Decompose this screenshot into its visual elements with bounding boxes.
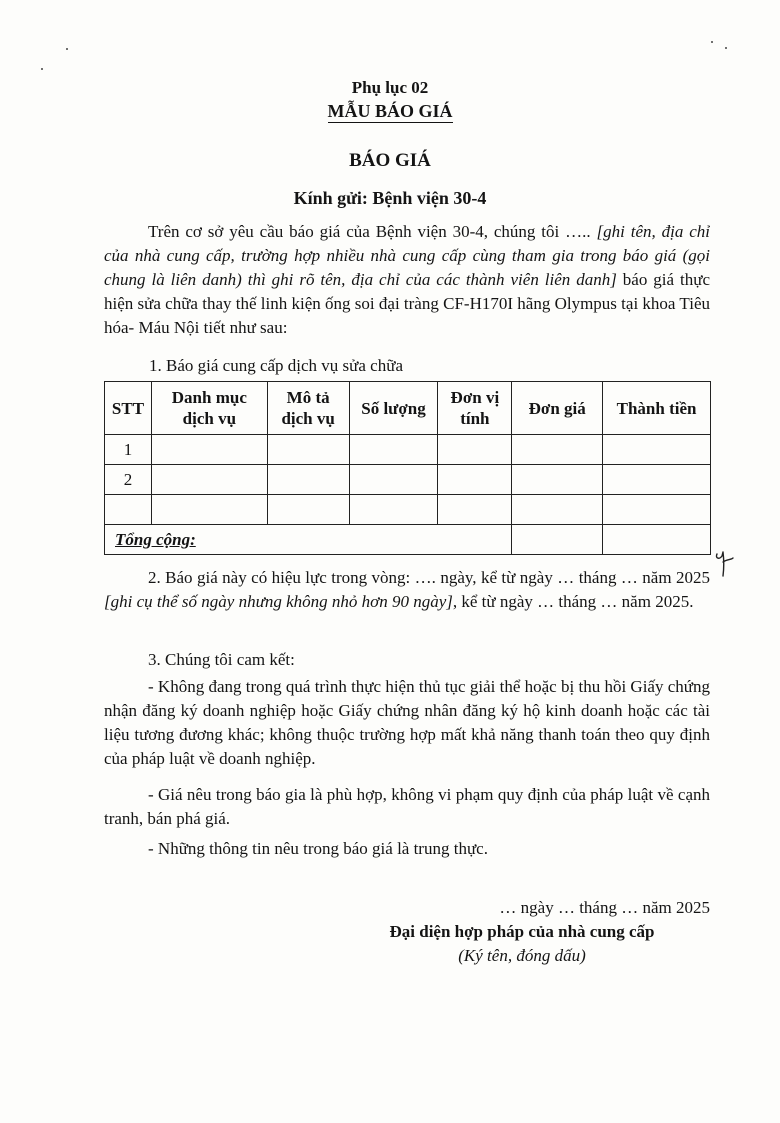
commitment-item: - Những thông tin nêu trong báo giá là trung thực. [148,839,488,858]
table-total-row [105,525,711,555]
header-service-item-line2: dịch vụ [182,409,237,428]
appendix-label: Phụ lục 02 [351,78,429,97]
table-cell [349,465,438,495]
representative-title: Đại diện hợp pháp của nhà cung cấp [389,922,655,941]
scan-speck [711,41,713,43]
header-unit-price: Đơn giá [512,382,603,435]
header-stt: STT [105,382,152,435]
table-row [105,465,711,495]
table-header-row [105,382,711,435]
table-row [105,435,711,465]
section-1-heading: 1. Báo giá cung cấp dịch vụ sửa chữa [149,356,403,375]
header-unit-line2: tính [460,409,490,428]
table-cell [438,465,512,495]
table-cell [267,465,349,495]
intro-paragraph [104,220,710,340]
table-cell [603,465,711,495]
table-cell [512,495,603,525]
table-cell [512,435,603,465]
document-title: BÁO GIÁ [349,150,431,171]
intro-note: [ghi tên, địa chỉ của nhà cung cấp, trường hợp nhiều nhà cung cấp cùng tham gia trong báo giá (gọi chung là liên danh) thì ghi rõ tên, địa chỉ của các thành viên liên danh] [104,222,710,289]
row-number [105,495,152,525]
table-cell [603,525,711,555]
table-cell [603,435,711,465]
validity-paragraph [104,566,710,614]
signature-date-line: … ngày … tháng … năm 2025 [499,898,710,917]
table-row [105,495,711,525]
intro-lead: Trên cơ sở yêu cầu báo giá của Bệnh viện 30-4, chúng tôi ….. [148,222,597,241]
handwritten-initial-mark [713,548,735,580]
form-title [0,101,780,122]
validity-lead: 2. Báo giá này có hiệu lực trong vòng: …. ngày, kể từ ngày … tháng … năm 2025 [148,568,710,587]
table-cell [438,495,512,525]
table-cell [151,495,267,525]
validity-note: [ghi cụ thể số ngày nhưng không nhỏ hơn 90 ngày] [104,592,453,611]
row-number: 2 [105,465,152,495]
header-description-line2: dịch vụ [281,409,335,428]
table-cell [349,435,438,465]
signature-note: (Ký tên, đóng dấu) [458,946,586,965]
scan-speck [725,47,727,49]
header-unit-line1: Đơn vị [450,388,500,407]
header-unit [438,382,512,435]
header-description-line1: Mô tả [286,388,330,407]
table-cell [349,495,438,525]
header-service-item [151,382,267,435]
form-title-text: MẪU BÁO GIÁ [327,101,453,121]
table-cell [151,435,267,465]
header-description [267,382,349,435]
recipient-line: Kính gửi: Bệnh viện 30-4 [293,188,487,208]
row-number: 1 [105,435,152,465]
table-cell [603,495,711,525]
header-quantity: Số lượng [349,382,438,435]
table-cell [512,525,603,555]
total-label: Tổng cộng: [105,525,512,555]
header-service-item-line1: Danh mục [171,388,247,407]
table-cell [267,435,349,465]
commitments-heading: 3. Chúng tôi cam kết: [148,650,295,669]
scan-speck [41,68,43,70]
commitment-item: - Không đang trong quá trình thực hiện thủ tục giải thể hoặc bị thu hồi Giấy chứng nhận đăng ký doanh nghiệp hoặc Giấy chứng nhân đăng ký hộ kinh doanh hoặc các tài liệu tương đương khác; không thuộc trường hợp mất khả năng thanh toán theo quy định của pháp luật về doanh nghiệp. [104,677,710,768]
table-cell [151,465,267,495]
header-amount: Thành tiền [603,382,711,435]
scan-speck [66,48,68,50]
validity-tail: , kể từ ngày … tháng … năm 2025. [452,592,694,611]
table-cell [267,495,349,525]
table-cell [512,465,603,495]
intro-tail: báo giá thực hiện sửa chữa thay thế linh kiện ống soi đại tràng CF-H170I hãng Olympus tại khoa Tiêu hóa- Máu Nội tiết như sau: [104,270,711,337]
commitment-item: - Giá nêu trong báo gia là phù hợp, không vi phạm quy định của pháp luật về cạnh tranh, bán phá giá. [104,785,710,828]
table-cell [438,435,512,465]
quotation-table [104,381,711,555]
